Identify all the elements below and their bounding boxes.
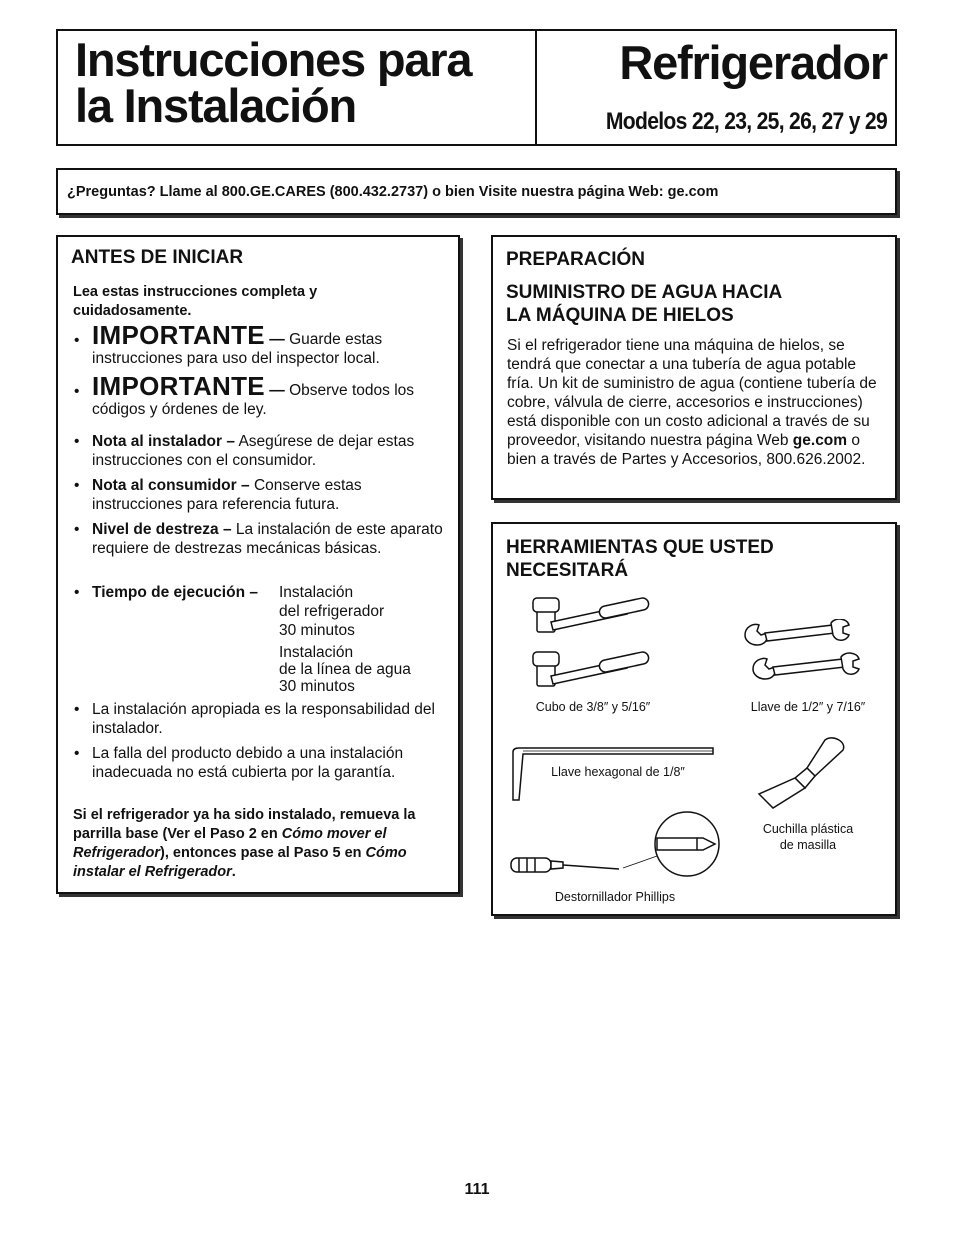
skill-level-item: • Nivel de destreza – La instalación de este aparato requiere de destrezas mecánicas básicas. [74, 521, 443, 557]
responsibility-item: • La instalación apropiada es la responsabilidad del instalador. [74, 701, 435, 737]
socket-wrench-icon [529, 596, 657, 696]
lead-text: Lea estas instrucciones completa y cuidadosamente. [73, 284, 318, 319]
questions-bar [56, 168, 897, 215]
section-heading: HERRAMIENTAS QUE USTED NECESITARÁ [506, 537, 774, 581]
preparation-section [491, 235, 897, 500]
screwdriver-icon [507, 808, 723, 886]
subheading-line-2: LA MÁQUINA DE HIELOS [506, 305, 734, 326]
product-title: Refrigerador [619, 36, 887, 89]
important-text: Observe todos los códigos y órdenes de ley. [92, 382, 415, 418]
wrench-caption: Llave de 1/2″ y 7/16″ [750, 700, 866, 714]
models-subtitle: Modelos 22, 23, 25, 26, 27 y 29 [605, 108, 887, 135]
tools-section [491, 522, 897, 916]
section-heading: ANTES DE INICIAR [71, 247, 244, 268]
socket-caption: Cubo de 3/8″ y 5/16″ [535, 700, 651, 714]
putty-knife-icon [755, 736, 851, 810]
putty-knife-caption: Cuchilla plástica de masilla [762, 822, 854, 852]
time-item: • Tiempo de ejecución – Instalación del refrigerador 30 minutos Instalación de la línea de agua 30 minutos [74, 584, 411, 695]
note-consumer-item: • Nota al consumidor – Conserve estas instrucciones para referencia futura. [74, 477, 362, 513]
title-line-2: la Instalación [75, 79, 356, 132]
note-installer-item: • Nota al instalador – Asegúrese de dejar estas instrucciones con el consumidor. [74, 433, 415, 469]
warranty-item: • La falla del producto debido a una instalación inadecuada no está cubierta por la garantía. [74, 745, 404, 781]
water-supply-text: Si el refrigerador tiene una máquina de hielos, se tendrá que conectar a una tubería de agua potable fría. Un kit de suministro de agua (contiene tubería de cobre, válvula de cierre, accesorios e instrucciones) está disponible con un costo adicional a través de su proveedor, visitando nuestra página Web ge.com o bien a través de Partes y Accesorios, 800.626.2002. [507, 337, 877, 468]
questions-text: ¿Preguntas? Llame al 800.GE.CARES (800.432.2737) o bien Visite nuestra página Web: ge.com [67, 184, 719, 200]
title-line-1: Instrucciones para [75, 33, 472, 86]
important-item-1: • IMPORTANTE — Guarde estas instrucciones para uso del inspector local. [74, 320, 383, 367]
document-title [75, 33, 535, 132]
title-divider [535, 31, 537, 144]
important-label: IMPORTANTE [92, 320, 265, 350]
time-waterline: Instalación de la línea de agua 30 minutos [279, 644, 411, 695]
page-number: 111 [464, 1181, 490, 1198]
screwdriver-caption: Destornillador Phillips [554, 890, 676, 904]
section-heading: PREPARACIÓN [506, 249, 645, 270]
important-label: IMPORTANTE [92, 371, 265, 401]
hex-key-caption: Llave hexagonal de 1/8″ [551, 765, 685, 779]
before-start-section [56, 235, 460, 894]
important-item-2: • IMPORTANTE — Observe todos los códigos y órdenes de ley. [74, 371, 415, 418]
important-text: Guarde estas instrucciones para uso del inspector local. [92, 331, 383, 367]
time-fridge: Instalación del refrigerador 30 minutos [279, 584, 385, 639]
installed-note: Si el refrigerador ya ha sido instalado, remueva la parrilla base (Ver el Paso 2 en Cómo mover el Refrigerador), entonces pase al Paso 5 en Cómo instalar el Refrigerador. [73, 807, 416, 880]
open-end-wrench-icon [743, 619, 865, 689]
title-block [56, 29, 897, 146]
subheading-line-1: SUMINISTRO DE AGUA HACIA [506, 282, 783, 303]
